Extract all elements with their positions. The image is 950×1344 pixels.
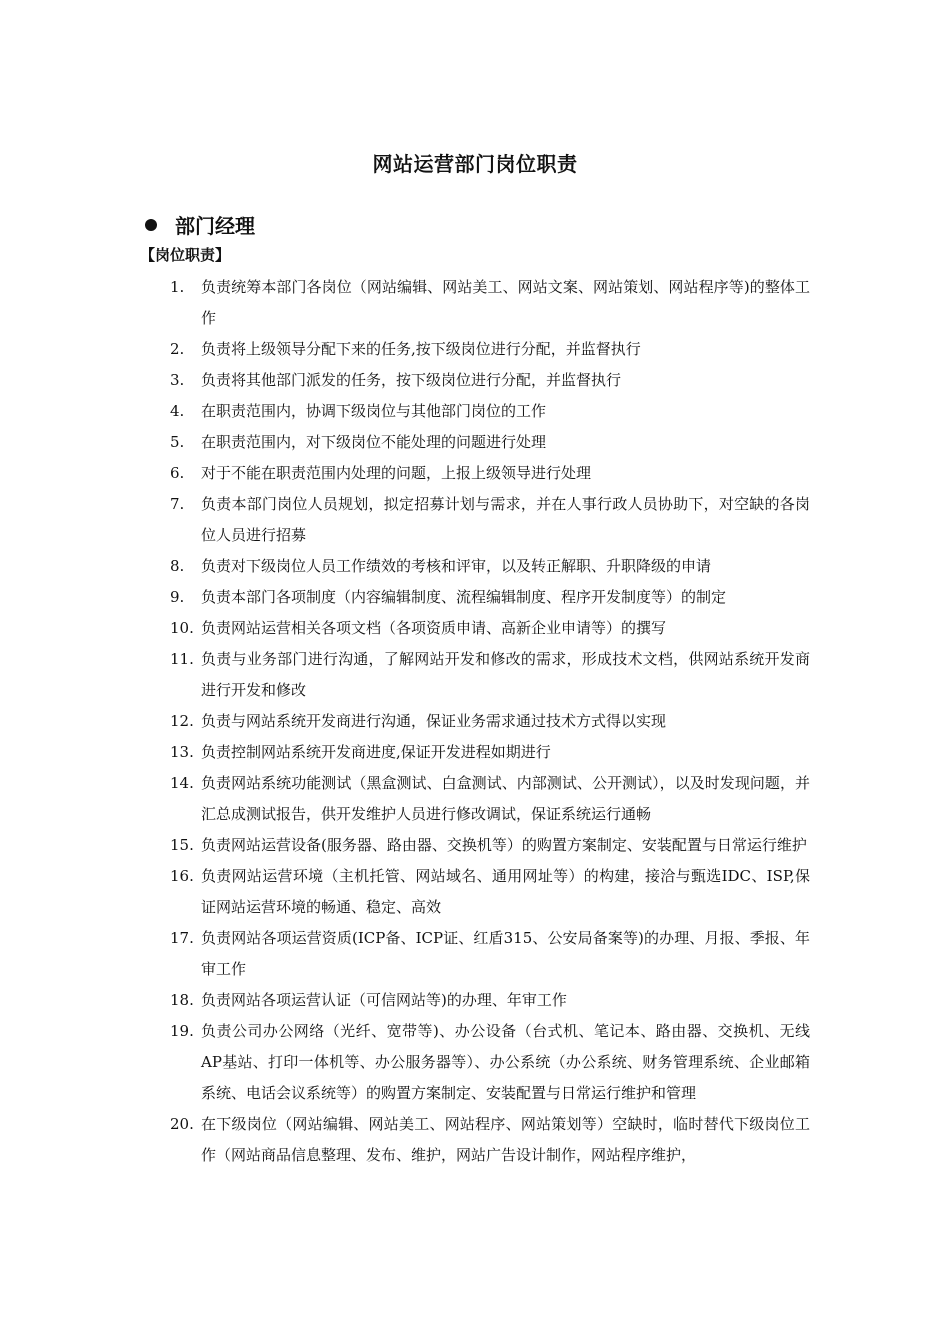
list-item-text: 负责对下级岗位人员工作绩效的考核和评审，以及转正解职、升职降级的申请 [201, 557, 712, 575]
list-item [170, 923, 810, 985]
list-item [170, 985, 810, 1016]
list-item-number: 19. [170, 1022, 194, 1040]
list-item-text: 负责网站各项运营认证（可信网站等)的办理、年审工作 [201, 991, 567, 1009]
list-item-number: 13. [170, 743, 194, 761]
list-item [170, 427, 810, 458]
list-item [170, 768, 810, 830]
list-item-number: 4. [170, 402, 185, 420]
list-item [170, 830, 810, 861]
list-item-text: 负责将其他部门派发的任务，按下级岗位进行分配，并监督执行 [201, 371, 622, 389]
list-item-number: 10. [170, 619, 194, 637]
list-item-text: 负责网站运营设备(服务器、路由器、交换机等）的购置方案制定、安装配置与日常运行维护 [201, 836, 807, 854]
duties-subheading: 【岗位职责】 [140, 246, 231, 264]
list-item-number: 12. [170, 712, 194, 730]
list-item [170, 1016, 810, 1109]
list-item [170, 582, 810, 613]
list-item [170, 489, 810, 551]
list-item-text: 在职责范围内，协调下级岗位与其他部门岗位的工作 [201, 402, 547, 420]
bullet-icon [145, 219, 157, 231]
list-item-number: 16. [170, 867, 194, 885]
list-item-text: 负责将上级领导分配下来的任务,按下级岗位进行分配，并监督执行 [201, 340, 641, 358]
list-item [170, 458, 810, 489]
section-heading [145, 210, 255, 239]
list-item-text: 负责本部门各项制度（内容编辑制度、流程编辑制度、程序开发制度等）的制定 [201, 588, 727, 606]
list-item-text: 负责网站各项运营资质(ICP备、ICP证、红盾315、公安局备案等)的办理、月报、季报、年审工作 [201, 929, 810, 978]
list-item-text: 负责统筹本部门各岗位（网站编辑、网站美工、网站文案、网站策划、网站程序等)的整体工作 [201, 278, 810, 327]
document-title: 网站运营部门岗位职责 [372, 152, 578, 176]
list-item-number: 11. [170, 650, 194, 668]
list-item [170, 737, 810, 768]
list-item-text: 负责与网站系统开发商进行沟通，保证业务需求通过技术方式得以实现 [201, 712, 667, 730]
list-item-number: 20. [170, 1115, 194, 1133]
list-item-number: 2. [170, 340, 185, 358]
list-item [170, 334, 810, 365]
list-item-number: 17. [170, 929, 194, 947]
list-item [170, 861, 810, 923]
list-item-text: 负责与业务部门进行沟通，了解网站开发和修改的需求，形成技术文档，供网站系统开发商进行开发和修改 [201, 650, 810, 699]
list-item [170, 396, 810, 427]
list-item-number: 5. [170, 433, 185, 451]
list-item-number: 9. [170, 588, 185, 606]
list-item-text: 负责本部门岗位人员规划，拟定招募计划与需求，并在人事行政人员协助下，对空缺的各岗位人员进行招募 [201, 495, 810, 544]
list-item-number: 3. [170, 371, 185, 389]
section-heading-text: 部门经理 [175, 214, 255, 238]
list-item-text: 在下级岗位（网站编辑、网站美工、网站程序、网站策划等）空缺时，临时替代下级岗位工作（网站商品信息整理、发布、维护，网站广告设计制作，网站程序维护， [201, 1115, 810, 1164]
list-item-number: 6. [170, 464, 185, 482]
list-item-number: 15. [170, 836, 194, 854]
list-item [170, 644, 810, 706]
list-item-number: 18. [170, 991, 194, 1009]
list-item-number: 1. [170, 278, 185, 296]
duty-list [170, 272, 810, 1171]
list-item [170, 365, 810, 396]
list-item [170, 706, 810, 737]
list-item-number: 14. [170, 774, 194, 792]
list-item-text: 负责控制网站系统开发商进度,保证开发进程如期进行 [201, 743, 551, 761]
list-item-text: 对于不能在职责范围内处理的问题，上报上级领导进行处理 [201, 464, 592, 482]
list-item-number: 7. [170, 495, 185, 513]
list-item-text: 在职责范围内，对下级岗位不能处理的问题进行处理 [201, 433, 547, 451]
list-item-text: 负责公司办公网络（光纤、宽带等)、办公设备（台式机、笔记本、路由器、交换机、无线AP基站、打印一体机等、办公服务器等）、办公系统（办公系统、财务管理系统、企业邮箱系统、电话会议系统等）的购置方案制定、安装配置与日常运行维护和管理 [201, 1022, 810, 1102]
list-item-text: 负责网站运营环境（主机托管、网站域名、通用网址等）的构建，接洽与甄选IDC、ISP,保证网站运营环境的畅通、稳定、高效 [201, 867, 810, 916]
list-item-number: 8. [170, 557, 185, 575]
list-item [170, 551, 810, 582]
list-item [170, 1109, 810, 1171]
list-item [170, 272, 810, 334]
list-item-text: 负责网站系统功能测试（黑盒测试、白盒测试、内部测试、公开测试），以及时发现问题，并汇总成测试报告，供开发维护人员进行修改调试，保证系统运行通畅 [201, 774, 810, 823]
list-item [170, 613, 810, 644]
list-item-text: 负责网站运营相关各项文档（各项资质申请、高新企业申请等）的撰写 [201, 619, 667, 637]
